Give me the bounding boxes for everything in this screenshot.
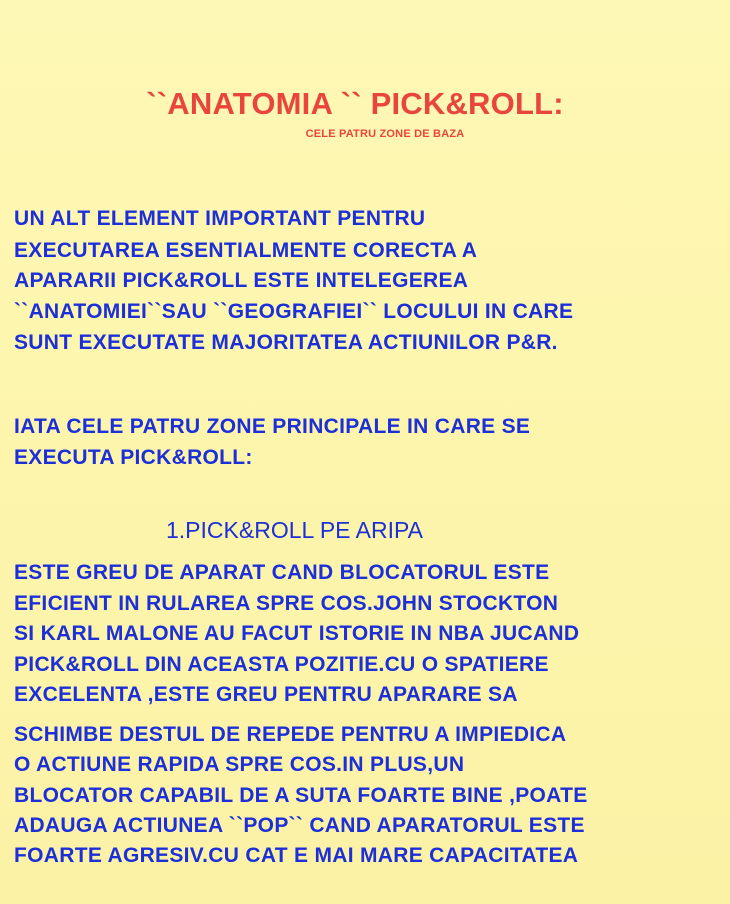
intro-line: ``ANATOMIEI``SAU ``GEOGRAFIEI`` LOCULUI IN CARE — [14, 300, 574, 323]
section-1-line: SI KARL MALONE AU FACUT ISTORIE IN NBA JUCAND — [14, 622, 580, 645]
section-1-line: EFICIENT IN RULAREA SPRE COS.JOHN STOCKTON — [14, 592, 559, 615]
zones-intro-line: EXECUTA PICK&ROLL: — [14, 446, 253, 469]
section-1-line: FOARTE AGRESIV.CU CAT E MAI MARE CAPACITATEA — [14, 844, 579, 867]
section-1-line: ESTE GREU DE APARAT CAND BLOCATORUL ESTE — [14, 561, 550, 584]
section-1-heading: 1.PICK&ROLL PE ARIPA — [166, 517, 423, 543]
intro-line: SUNT EXECUTATE MAJORITATEA ACTIUNILOR P&R. — [14, 331, 558, 354]
zones-intro-line: IATA CELE PATRU ZONE PRINCIPALE IN CARE SE — [14, 415, 531, 438]
section-1-line: PICK&ROLL DIN ACEASTA POZITIE.CU O SPATIERE — [14, 653, 549, 676]
section-1-line: SCHIMBE DESTUL DE REPEDE PENTRU A IMPIEDICA — [14, 723, 567, 746]
title-line-2: CELE PATRU ZONE DE BAZA — [305, 128, 465, 140]
section-1-line: ADAUGA ACTIUNEA ``POP`` CAND APARATORUL ESTE — [14, 814, 585, 837]
title-line-1: ``ANATOMIA `` PICK&ROLL: — [146, 86, 564, 121]
section-1-line: BLOCATOR CAPABIL DE A SUTA FOARTE BINE ,POATE — [14, 784, 588, 807]
section-1-line: EXCELENTA ,ESTE GREU PENTRU APARARE SA — [14, 683, 518, 706]
intro-line: UN ALT ELEMENT IMPORTANT PENTRU — [14, 207, 426, 230]
intro-line: EXECUTAREA ESENTIALMENTE CORECTA A — [14, 239, 478, 262]
section-1-line: O ACTIUNE RAPIDA SPRE COS.IN PLUS,UN — [14, 753, 465, 776]
intro-line: APARARII PICK&ROLL ESTE INTELEGEREA — [14, 269, 469, 292]
